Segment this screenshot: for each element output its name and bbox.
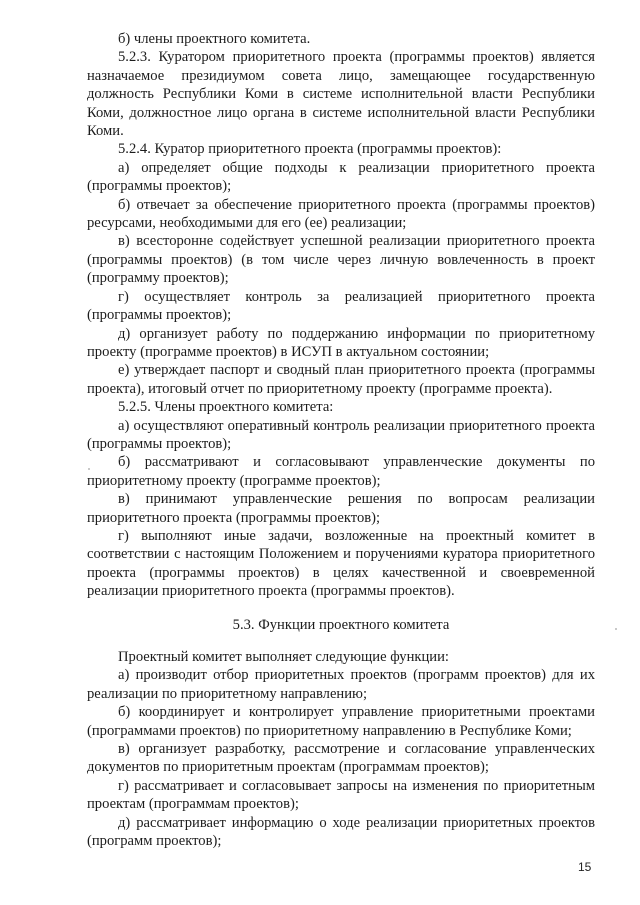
list-item: г) выполняют иные задачи, возложенные на проектный комитет в соответствии с настоящим Положением и поручениями куратора приоритетного проекта (программы проектов) в целях качественной и своевременной реализации приоритетного проекта (программы проектов). [87,527,595,600]
list-item: а) производит отбор приоритетных проектов (программ проектов) для их реализации по приоритетному направлению; [87,667,595,702]
document-body [87,30,595,850]
list-item: в) всесторонне содействует успешной реализации приоритетного проекта (программы проектов) (в том числе через личную вовлеченность в проект (программу проектов); [87,233,595,287]
page-number: 15 [578,860,592,874]
scan-speck [615,628,617,630]
paragraph-intro: Проектный комитет выполняет следующие функции: [118,649,449,665]
list-item: в) организует разработку, рассмотрение и согласование управленческих документов по приоритетным проектам (программам проектов); [87,741,595,776]
list-item: д) рассматривает информацию о ходе реализации приоритетных проектов (программ проектов); [87,814,595,850]
scan-speck [88,468,90,470]
paragraph-5-2-3: 5.2.3. Куратором приоритетного проекта (программы проектов) является назначаемое президиумом совета лицо, замещающее государственную должность Республики Коми в системе исполнительной власти Республики Коми, должностное лицо органа в системе исполнительной власти Республики Коми. [87,49,595,140]
list-item: а) осуществляют оперативный контроль реализации приоритетного проекта (программы проектов); [87,417,595,452]
paragraph-5-2-4: 5.2.4. Куратор приоритетного проекта (программы проектов): [118,141,502,158]
list-item: б) рассматривают и согласовывают управленческие документы по приоритетному проекту (программе проектов); [87,454,595,489]
paragraph-5-2-5: 5.2.5. Члены проектного комитета: [118,399,334,416]
paragraph: б) члены проектного комитета. [118,31,311,47]
list-item: б) координирует и контролирует управление приоритетными проектами (программами проектов) по приоритетному направлению в Республике Коми; [87,704,595,739]
list-item: е) утверждает паспорт и сводный план приоритетного проекта (программы проекта), итоговый отчет по приоритетному проекту (программе проекта). [87,362,595,397]
list-item: б) отвечает за обеспечение приоритетного проекта (программы проектов) ресурсами, необходимыми для его (ее) реализации; [87,196,595,232]
list-item: г) осуществляет контроль за реализацией приоритетного проекта (программы проектов); [87,288,595,324]
list-item: г) рассматривает и согласовывает запросы на изменения по приоритетным проектам (программам проектов); [87,777,595,813]
list-item: д) организует работу по поддержанию информации по приоритетному проекту (программе проектов) в ИСУП в актуальном состоянии; [87,325,595,360]
list-item: в) принимают управленческие решения по вопросам реализации приоритетного проекта (программы проектов); [87,491,595,526]
section-heading: 5.3. Функции проектного комитета [232,616,450,633]
list-item: а) определяет общие подходы к реализации приоритетного проекта (программы проектов); [87,159,595,195]
